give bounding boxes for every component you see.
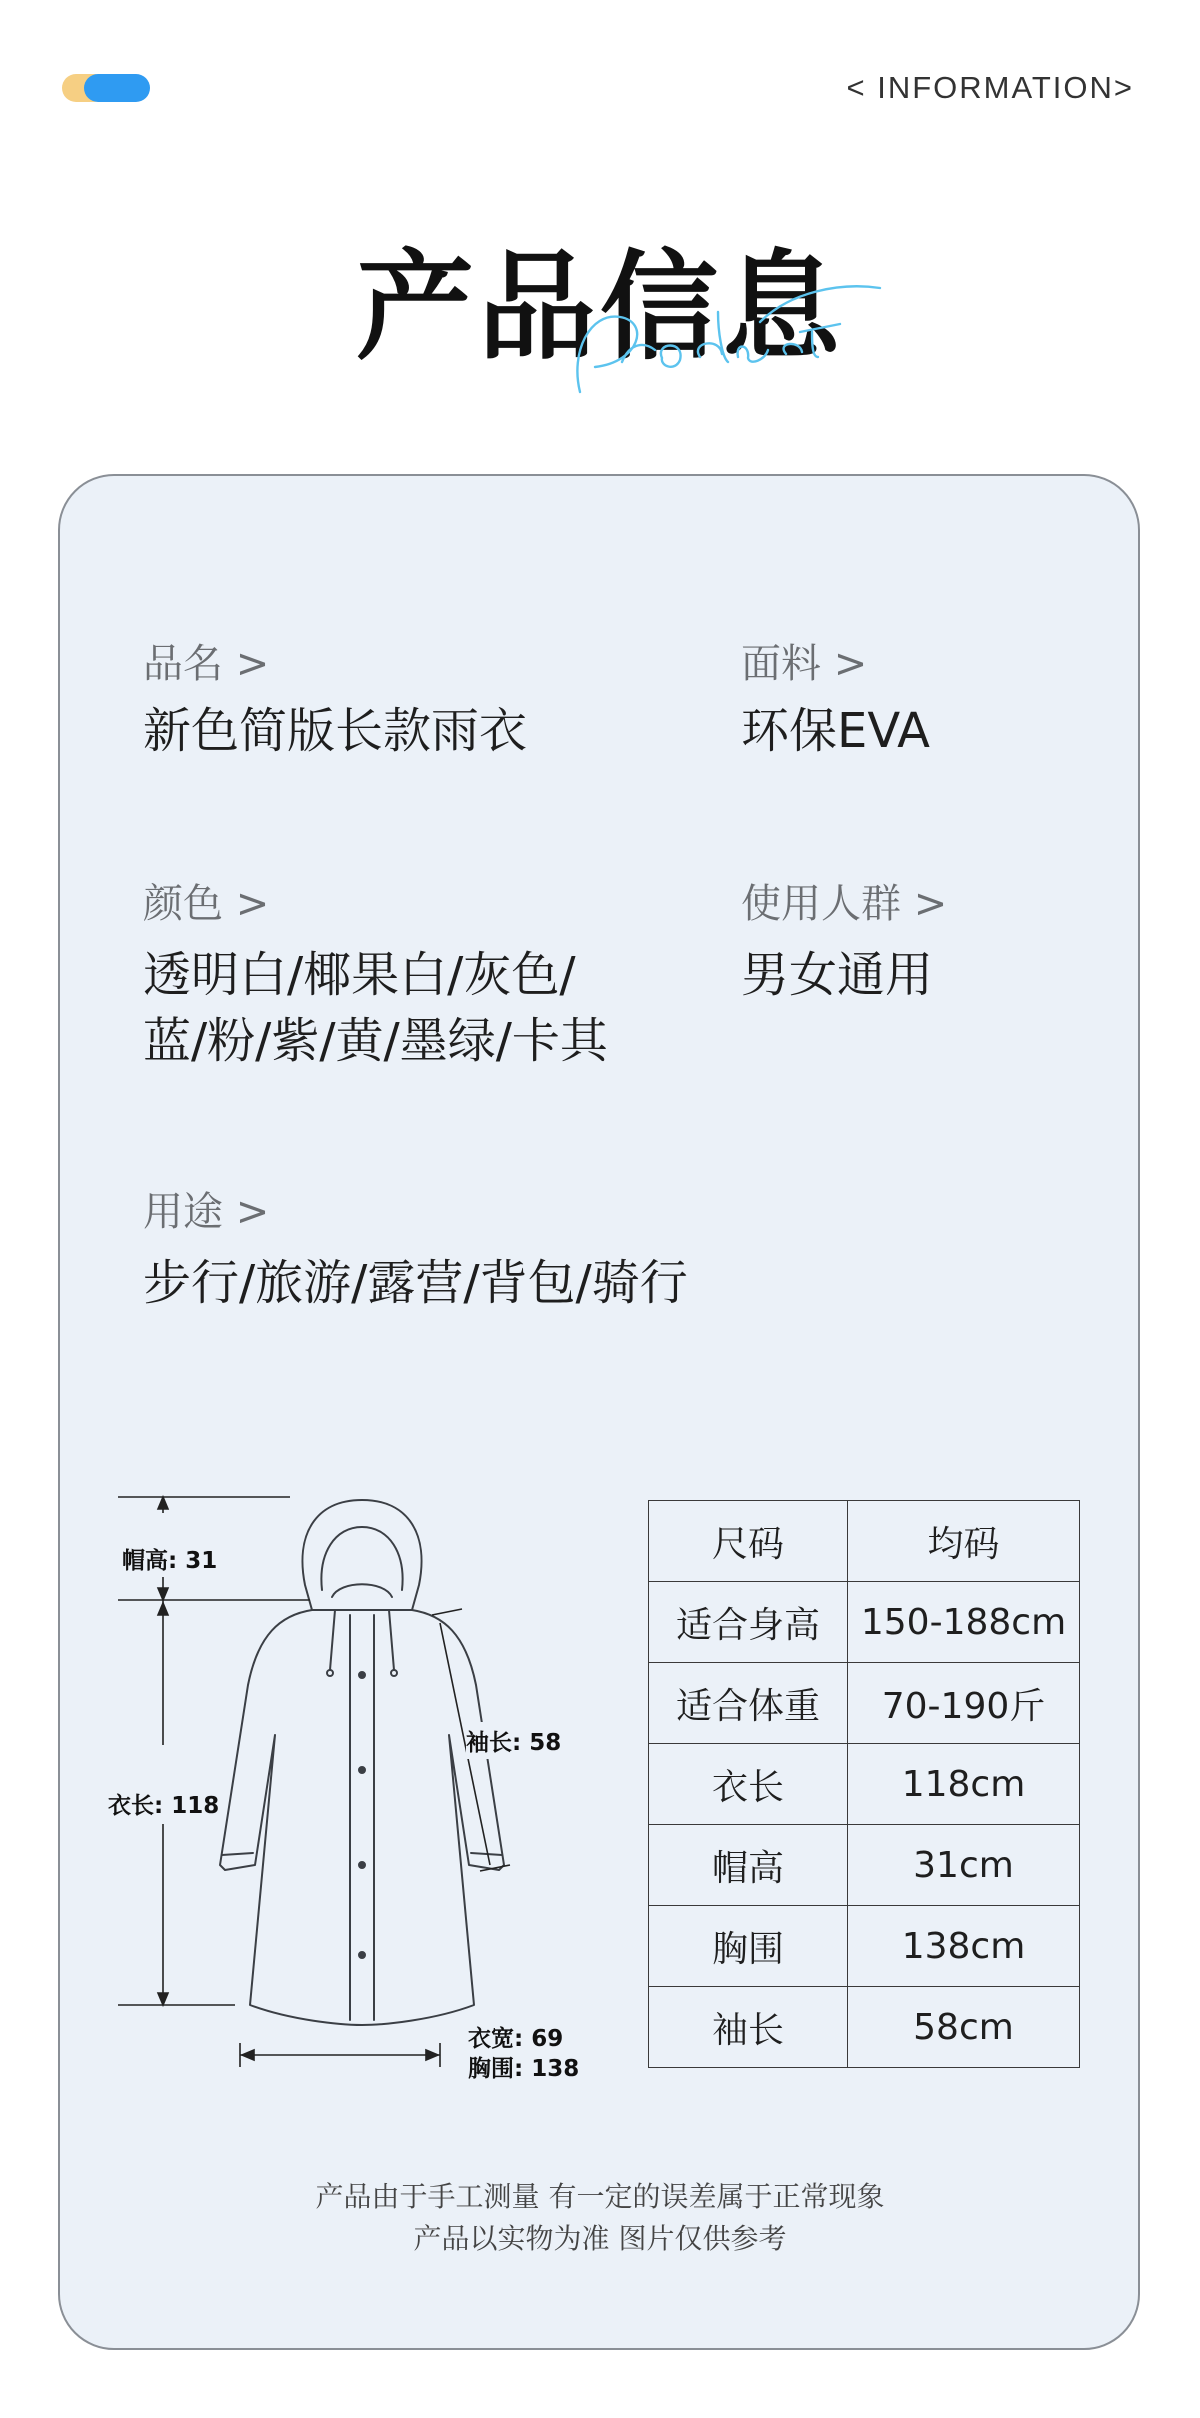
- width-label: 衣宽: 69: [468, 2026, 564, 2052]
- table-header-row: [649, 1501, 1080, 1582]
- table-cell: 适合身高: [649, 1582, 848, 1663]
- usage-label: 用途 >: [143, 1189, 270, 1235]
- table-row: [649, 1582, 1080, 1663]
- blue-pill-decoration: [84, 74, 150, 102]
- usage-value: 步行/旅游/露营/背包/骑行: [143, 1255, 688, 1311]
- table-cell: 衣长: [649, 1744, 848, 1825]
- table-row: [649, 1744, 1080, 1825]
- color-label: 颜色 >: [143, 881, 270, 927]
- table-header-cell: 均码: [848, 1501, 1080, 1582]
- color-value-line1: 透明白/椰果白/灰色/: [143, 947, 576, 1003]
- table-cell: 31cm: [848, 1825, 1080, 1906]
- note-line-2: 产品以实物为准 图片仅供参考: [413, 2222, 787, 2255]
- table-cell: 138cm: [848, 1906, 1080, 1987]
- table-cell: 袖长: [649, 1987, 848, 2068]
- hood-height-label: 帽高: 31: [122, 1540, 217, 1577]
- table-row: [649, 1987, 1080, 2068]
- table-row: [649, 1906, 1080, 1987]
- table-cell: 70-190斤: [848, 1663, 1080, 1744]
- name-label: 品名 >: [143, 641, 270, 687]
- users-label: 使用人群 >: [741, 881, 948, 927]
- size-table: [648, 1500, 1080, 2068]
- name-value: 新色简版长款雨衣: [143, 703, 528, 759]
- length-label: 衣长: 118: [108, 1783, 219, 1824]
- table-row: [649, 1663, 1080, 1744]
- page-title: 产品信息: [355, 238, 844, 376]
- table-cell: 118cm: [848, 1744, 1080, 1825]
- chest-label: 胸围: 138: [468, 2056, 580, 2082]
- table-cell: 150-188cm: [848, 1582, 1080, 1663]
- table-cell: 胸围: [649, 1906, 848, 1987]
- sleeve-label: 袖长: 58: [466, 1722, 561, 1759]
- table-cell: 帽高: [649, 1825, 848, 1906]
- table-cell: 适合体重: [649, 1663, 848, 1744]
- color-value-line2: 蓝/粉/紫/黄/墨绿/卡其: [143, 1013, 608, 1069]
- table-row: [649, 1825, 1080, 1906]
- users-value: 男女通用: [741, 947, 934, 1003]
- table-header-cell: 尺码: [649, 1501, 848, 1582]
- product-script-decoration: [550, 262, 910, 422]
- table-cell: 58cm: [848, 1987, 1080, 2068]
- note-line-1: 产品由于手工测量 有一定的误差属于正常现象: [315, 2180, 885, 2213]
- material-label: 面料 >: [741, 641, 868, 687]
- information-nav[interactable]: < INFORMATION>: [846, 70, 1134, 105]
- material-value: 环保EVA: [741, 703, 930, 759]
